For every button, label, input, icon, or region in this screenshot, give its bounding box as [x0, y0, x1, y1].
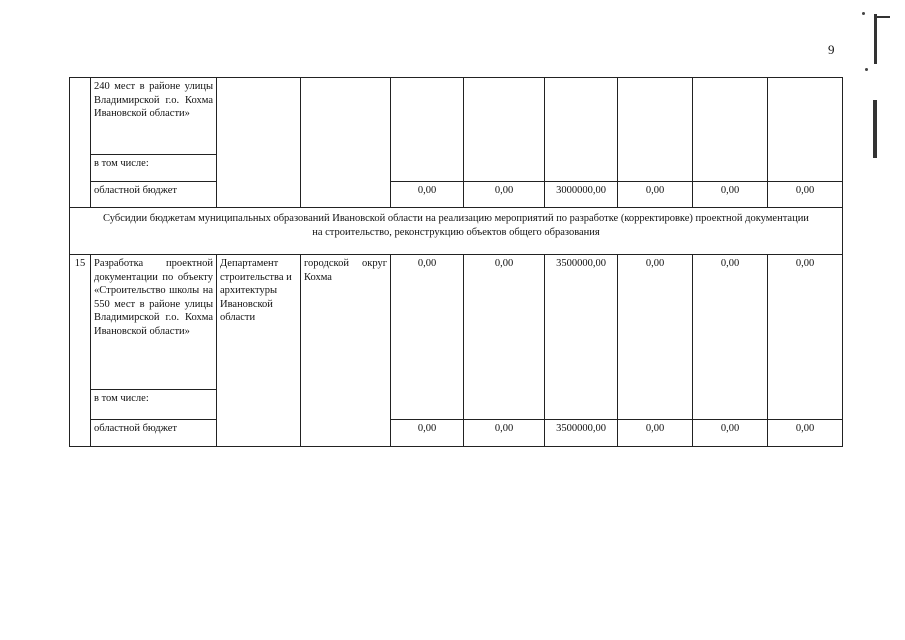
regional-budget-label: областной бюджет: [91, 420, 217, 447]
value-cell: 0,00: [618, 420, 693, 447]
value-cell: 0,00: [693, 420, 768, 447]
value-cell: 0,00: [618, 182, 693, 208]
binding-mark: [876, 16, 890, 18]
value-cell: 3000000,00: [545, 182, 618, 208]
row-number-cell: 15: [70, 255, 91, 447]
binding-mark: [873, 100, 877, 158]
table-row: [70, 78, 843, 155]
value-cell: [391, 78, 464, 182]
value-cell: 0,00: [391, 255, 464, 420]
value-cell: 0,00: [464, 255, 545, 420]
value-cell: [768, 78, 843, 182]
table-row: [70, 420, 843, 447]
recipient-cell: городской округ Кохма: [301, 255, 391, 447]
table-row: [70, 255, 843, 390]
department-cell: [217, 78, 301, 208]
value-cell: 3500000,00: [545, 255, 618, 420]
object-name-cell: Разработка проектной документации по объекту «Строительство школы на 550 мест в районе улицы Владимирской г.о. Кохма Ивановской области»: [91, 255, 217, 390]
value-cell: 0,00: [768, 420, 843, 447]
value-cell: 0,00: [464, 182, 545, 208]
binding-mark: [874, 14, 877, 64]
including-label: в том числе:: [91, 390, 217, 420]
department-cell: Департамент строительства и архитектуры Ивановской области: [217, 255, 301, 447]
value-cell: 0,00: [768, 182, 843, 208]
including-label: в том числе:: [91, 155, 217, 182]
value-cell: 0,00: [391, 420, 464, 447]
table-row: [70, 182, 843, 208]
recipient-cell: [301, 78, 391, 208]
value-cell: 0,00: [618, 255, 693, 420]
value-cell: 0,00: [768, 255, 843, 420]
section-row: [70, 208, 843, 255]
program-table: [69, 77, 843, 447]
value-cell: [693, 78, 768, 182]
value-cell: [618, 78, 693, 182]
value-cell: [545, 78, 618, 182]
scan-dot: [862, 12, 865, 15]
value-cell: 3500000,00: [545, 420, 618, 447]
value-cell: 0,00: [391, 182, 464, 208]
section-heading: Субсидии бюджетам муниципальных образований Ивановской области на реализацию мероприятий по разработке (корректировке) проектной документации на строительство, реконструкцию объектов общего образования: [70, 208, 843, 255]
regional-budget-label: областной бюджет: [91, 182, 217, 208]
object-name-cell: 240 мест в районе улицы Владимирской г.о. Кохма Ивановской области»: [91, 78, 217, 155]
page-number: 9: [828, 42, 835, 57]
value-cell: 0,00: [693, 255, 768, 420]
value-cell: 0,00: [464, 420, 545, 447]
row-number-cell: [70, 78, 91, 208]
scan-dot: [865, 68, 868, 71]
value-cell: 0,00: [693, 182, 768, 208]
value-cell: [464, 78, 545, 182]
